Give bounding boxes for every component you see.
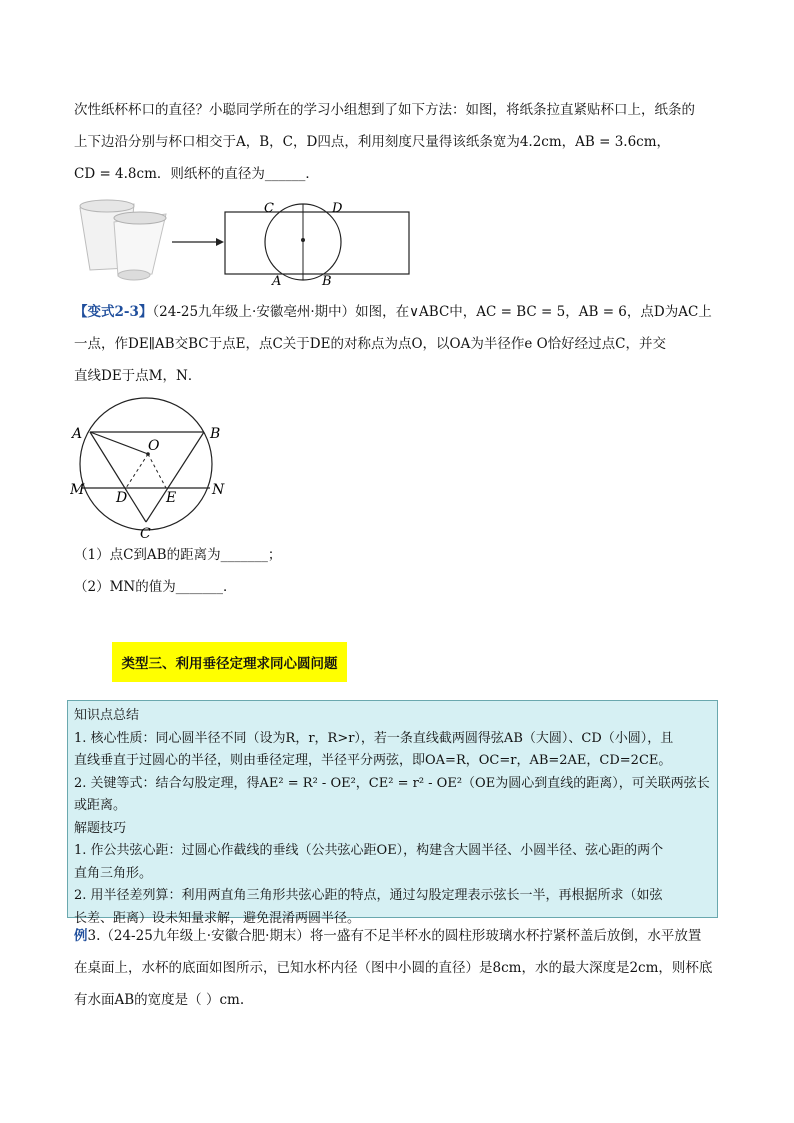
label-A: A — [72, 426, 83, 442]
knowledge-box — [67, 700, 718, 926]
arrow-right-icon — [172, 238, 224, 246]
label-D: D — [332, 201, 343, 216]
label-B: B — [322, 274, 332, 286]
label-N: N — [212, 482, 225, 498]
tips-heading: 解题技巧 — [74, 820, 127, 836]
center-point — [301, 238, 305, 242]
variant-text: （24-25九年级上·安徽亳州·期中）如图，在∨ABC中，AC = BC = 5，AB = 6，点D为AC上 — [152, 304, 712, 320]
tips-text: 2. 用半径差列算：利用两直角三角形共弦心距的特点，通过勾股定理表示弦长一半，再根据所求（如弦 — [74, 888, 663, 903]
label-E: E — [166, 490, 177, 506]
question-1: （1）点C到AB的距离为_______； — [74, 547, 282, 563]
circle-O — [80, 398, 212, 530]
dashed-OE — [148, 454, 166, 488]
paper-strip — [225, 212, 409, 274]
knowledge-text: 2. 关键等式：结合勾股定理，得AE² = R² - OE²，CE² = r² - OE²（OE为圆心到直线的距离），可关联两弦长 — [74, 775, 710, 791]
label-O: O — [148, 438, 160, 454]
tips-text: 长差、距离）设未知量求解，避免混淆两圆半径。 — [74, 910, 361, 926]
question-2: （2）MN的值为_______． — [74, 579, 237, 595]
knowledge-heading: 知识点总结 — [74, 708, 140, 723]
paragraph-line: 次性纸杯杯口的直径？小聪同学所在的学习小组想到了如下方法：如图，将纸条拉直紧贴杯口上，纸条的 — [74, 102, 695, 118]
label-A: A — [272, 274, 282, 286]
label-C: C — [264, 201, 274, 216]
label-D: D — [116, 490, 128, 506]
dashed-OD — [126, 454, 148, 488]
knowledge-text: 直线垂直于过圆心的半径，则由垂径定理，半径平分两弦，即OA=R，OC=r，AB=2AE，CD=2CE。 — [74, 753, 672, 768]
cup-strip-figure — [74, 196, 414, 286]
label-C: C — [140, 526, 151, 542]
paragraph-line: CD = 4.8cm．则纸杯的直径为______． — [74, 166, 319, 182]
knowledge-text: 1. 核心性质：同心圆半径不同（设为R，r，R>r），若一条直线截两圆得弦AB（大圆）、CD（小圆），且 — [74, 730, 674, 746]
example-line-2: 在桌面上，水杯的底面如图所示，已知水杯内径（图中小圆的直径）是8cm，水的最大深度是2cm，则杯底 — [74, 960, 713, 976]
variant-line-2: 一点，作DE∥AB交BC于点E，点C关于DE的对称点为点O，以OA为半径作e O恰好经过点C，并交 — [74, 336, 667, 352]
example-line-1 — [74, 926, 701, 946]
paper-cups-photo — [80, 200, 166, 280]
segment-AC — [90, 432, 146, 522]
example-tag: 例 — [74, 928, 88, 944]
label-M: M — [70, 482, 85, 498]
tips-text: 直角三角形。 — [74, 865, 153, 881]
label-B: B — [210, 426, 221, 442]
section-title: 类型三、利用垂径定理求同心圆问题 — [112, 642, 347, 682]
tips-text: 1. 作公共弦心距：过圆心作截线的垂线（公共弦心距OE），构建含大圆半径、小圆半径、弦心距的两个 — [74, 843, 664, 858]
variant-line-3: 直线DE于点M，N． — [74, 368, 202, 384]
knowledge-text: 或距离。 — [74, 798, 127, 813]
segment-AO — [90, 432, 148, 454]
paragraph-line: 上下边沿分别与杯口相交于A，B，C，D四点，利用刻度尺量得该纸条宽为4.2cm，AB = 3.6cm， — [74, 134, 671, 150]
example-text: 3.（24-25九年级上·安徽合肥·期末）将一盛有不足半杯水的圆柱形玻璃水杯拧紧杯盖后放倒，水平放置 — [87, 928, 702, 944]
variant-tag: 【变式2-3】 — [74, 304, 153, 320]
circle-triangle-figure — [70, 392, 230, 542]
variant-line-1 — [74, 302, 712, 322]
example-line-3: 有水面AB的宽度是（ ）cm. — [74, 992, 245, 1008]
